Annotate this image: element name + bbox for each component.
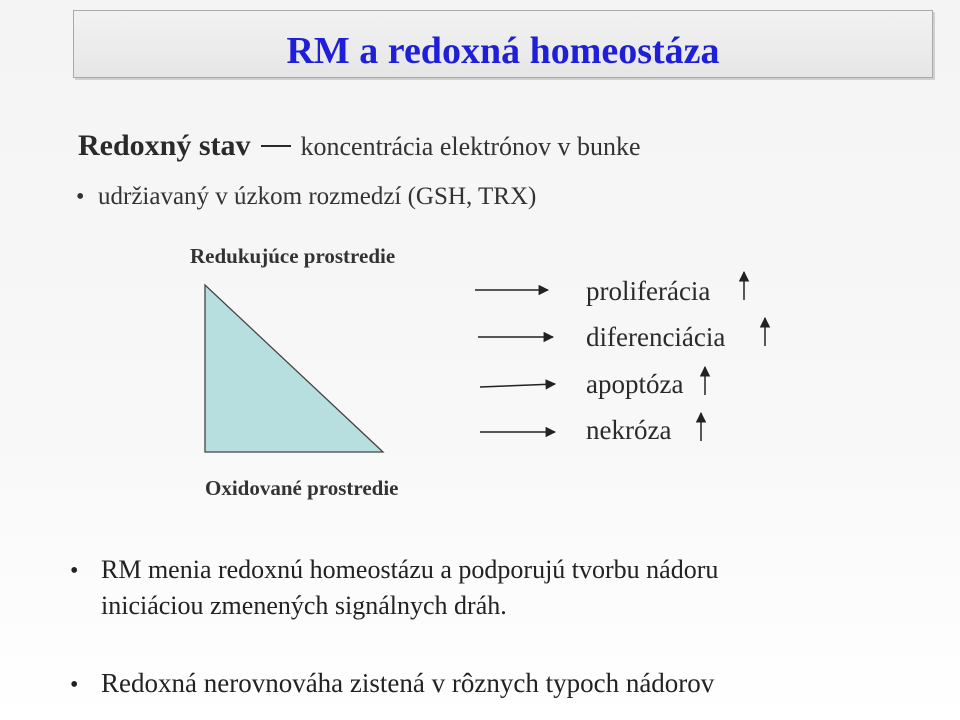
bullet-rm-homeostasis [70, 557, 718, 583]
oxidized-environment-label: Oxidované prostredie [205, 476, 399, 500]
redox-definition [78, 131, 641, 161]
bullet-maintained [76, 184, 536, 209]
outcome-apoptosis: apoptóza [586, 369, 684, 399]
arrow-to-apoptosis [480, 384, 555, 387]
slide-title: RM a redoxná homeostáza [286, 30, 720, 72]
outcome-proliferation: proliferácia [586, 276, 711, 306]
bullet-rm-line1-text: RM menia redoxnú homeostázu a podporujú tvorbu nádoru [101, 555, 719, 584]
outcome-necrosis: nekróza [586, 415, 672, 445]
outcome-differentiation: diferenciácia [586, 322, 726, 352]
bullet-rm-line2-text: iniciáciou zmenených signálnych dráh. [101, 591, 507, 620]
bullet-maintained-text: udržiavaný v úzkom rozmedzí (GSH, TRX) [98, 183, 537, 210]
bullet-imbalance [70, 670, 714, 697]
redox-term: Redoxný stav [78, 129, 251, 162]
bullet-icon: • [70, 672, 79, 698]
reducing-environment-label: Redukujúce prostredie [190, 244, 396, 268]
redox-definition-text: koncentrácia elektrónov v bunke [300, 132, 641, 161]
bullet-icon: • [76, 184, 85, 210]
bullet-imbalance-text: Redoxná nerovnováha zistená v rôznych typoch nádorov [101, 668, 715, 698]
redox-gradient-triangle [205, 285, 383, 452]
title-box [73, 10, 933, 78]
dash-divider [261, 145, 291, 147]
bullet-icon: • [70, 558, 79, 584]
